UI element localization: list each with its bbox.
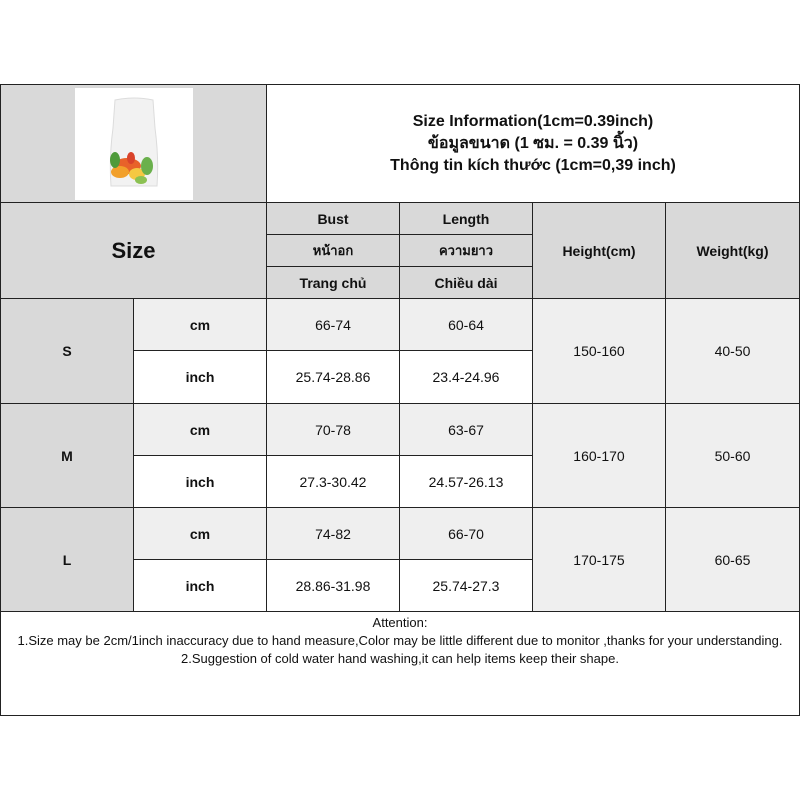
title-thai: ข้อมูลขนาด (1 ซม. = 0.39 นิ้ว) <box>427 134 639 152</box>
attention-note-2: 2.Suggestion of cold water hand washing,it can help items keep their shape. <box>181 651 619 666</box>
unit-cm-s: cm <box>133 298 267 351</box>
size-label-s: S <box>0 298 134 404</box>
length-cm-s: 60-64 <box>399 298 533 351</box>
weight-l: 60-65 <box>665 507 800 612</box>
length-inch-l: 25.74-27.3 <box>399 559 533 612</box>
weight-s: 40-50 <box>665 298 800 404</box>
length-header-vi: Chiều dài <box>399 266 533 299</box>
height-m: 160-170 <box>532 403 666 508</box>
height-header: Height(cm) <box>532 202 666 299</box>
unit-cm-l: cm <box>133 507 267 560</box>
title-vietnamese: Thông tin kích thước (1cm=0,39 inch) <box>390 156 676 174</box>
bust-cm-s: 66-74 <box>266 298 400 351</box>
height-s: 150-160 <box>532 298 666 404</box>
height-l: 170-175 <box>532 507 666 612</box>
bust-inch-l: 28.86-31.98 <box>266 559 400 612</box>
product-dress-image <box>75 88 193 200</box>
unit-inch-s: inch <box>133 350 267 404</box>
length-header-th: ความยาว <box>399 234 533 267</box>
title-english: Size Information(1cm=0.39inch) <box>412 112 654 130</box>
product-image-cell <box>0 84 267 203</box>
bust-header-vi: Trang chủ <box>266 266 400 299</box>
weight-header: Weight(kg) <box>665 202 800 299</box>
unit-cm-m: cm <box>133 403 267 456</box>
length-cm-l: 66-70 <box>399 507 533 560</box>
attention-notes <box>0 611 800 716</box>
bust-header-en: Bust <box>266 202 400 235</box>
weight-m: 50-60 <box>665 403 800 508</box>
attention-heading: Attention: <box>372 615 428 630</box>
length-inch-m: 24.57-26.13 <box>399 455 533 508</box>
bust-cm-l: 74-82 <box>266 507 400 560</box>
bust-inch-m: 27.3-30.42 <box>266 455 400 508</box>
length-inch-s: 23.4-24.96 <box>399 350 533 404</box>
unit-inch-m: inch <box>133 455 267 508</box>
size-label-l: L <box>0 507 134 612</box>
bust-header-th: หน้าอก <box>266 234 400 267</box>
unit-inch-l: inch <box>133 559 267 612</box>
length-header-en: Length <box>399 202 533 235</box>
length-cm-m: 63-67 <box>399 403 533 456</box>
bust-cm-m: 70-78 <box>266 403 400 456</box>
title-cell <box>266 84 800 203</box>
attention-note-1: 1.Size may be 2cm/1inch inaccuracy due to hand measure,Color may be little different due to monitor ,thanks for your understanding. <box>17 633 783 648</box>
size-label-m: M <box>0 403 134 508</box>
size-header: Size <box>0 202 267 299</box>
bust-inch-s: 25.74-28.86 <box>266 350 400 404</box>
